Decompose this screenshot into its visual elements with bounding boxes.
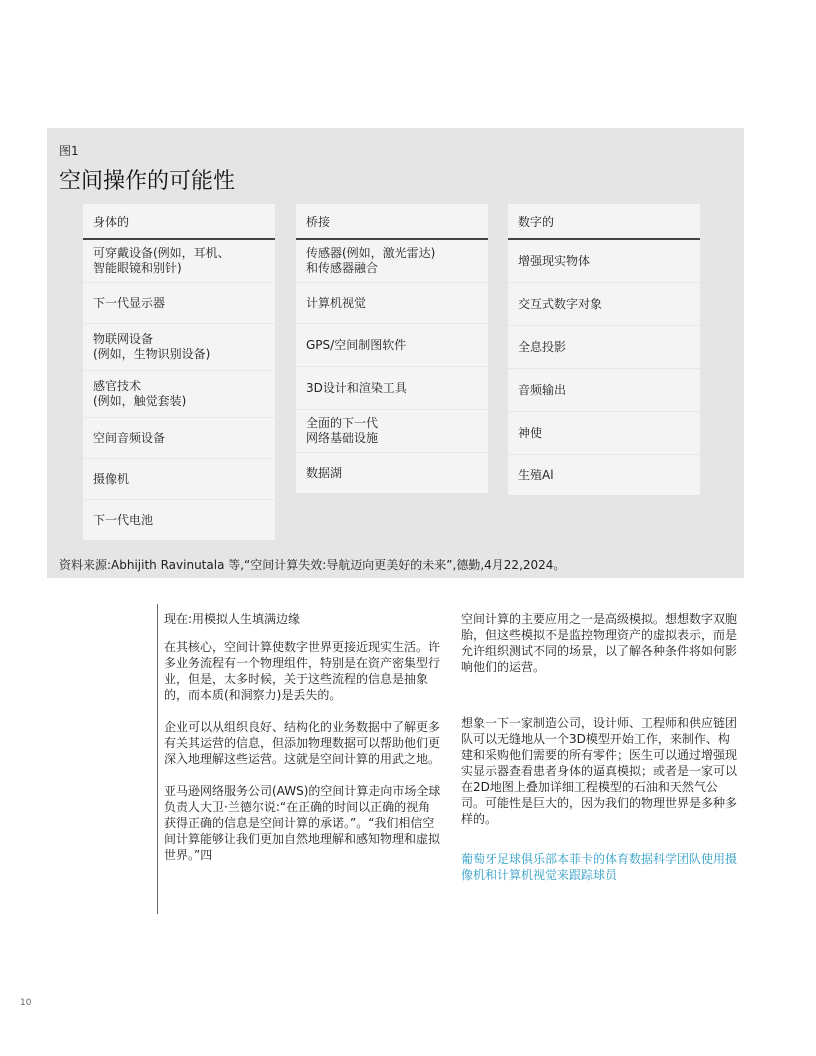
column-header: 身体的 (83, 204, 275, 240)
column-item: 摄像机 (83, 459, 275, 500)
column-item: 增强现实物体 (508, 240, 700, 283)
column-item: GPS/空间制图软件 (296, 324, 488, 367)
paragraph: 空间计算的主要应用之一是高级模拟。想想数字双胞胎，但这些模拟不是监控物理资产的虚拟表示，而是允许组织测试不同的场景，以了解各种条件将如何影响他们的运营。 (461, 612, 738, 674)
left-text-column (164, 611, 442, 879)
paragraph: 企业可以从组织良好、结构化的业务数据中了解更多有关其运营的信息，但添加物理数据可以帮助他们更深入地理解这些运营。这就是空间计算的用武之地。 (164, 720, 441, 766)
figure-source: 资料来源:Abhijith Ravinutala 等,“空间计算失效:导航迈向更美好的未来”,德勤,4月22,2024。 (59, 558, 566, 572)
column-item: 神使 (508, 412, 700, 455)
column-item: 全息投影 (508, 326, 700, 369)
column-item: 3D设计和渲染工具 (296, 367, 488, 410)
column-item: 传感器(例如，激光雷达) 和传感器融合 (296, 240, 488, 283)
column-item: 生殖Al (518, 467, 554, 482)
column-bridging (296, 204, 488, 493)
related-article-link[interactable]: 葡萄牙足球俱乐部本菲卡的体育数据科学团队使用摄像机和计算机视觉来跟踪球员 (461, 852, 738, 882)
column-item: 全面的下一代 网络基础设施 (296, 410, 488, 453)
column-item: 可穿戴设备(例如，耳机、 智能眼镜和别针) (83, 240, 275, 283)
figure-panel (47, 128, 744, 578)
figure-label: 图1 (59, 144, 79, 158)
column-item: 音频输出 (508, 369, 700, 412)
paragraph: 想象一下一家制造公司，设计师、工程师和供应链团队可以无缝地从一个3D模型开始工作，来制作、构建和采购他们需要的所有零件；医生可以通过增强现实显示器查看患者身体的逼真模拟；或者是一家可以在2D地图上叠加详细工程模型的石油和天然气公司。可能性是巨大的，因为我们的物理世界是多种多样的。 (461, 716, 738, 826)
column-item: 交互式数字对象 (508, 283, 700, 326)
column-item: 下一代电池 (93, 512, 154, 527)
right-text-column (461, 611, 741, 899)
paragraph: 在其核心，空间计算使数字世界更接近现实生活。许多业务流程有一个物理组件，特别是在资产密集型行业，但是，太多时候，关于这些流程的信息是抽象的，而本质(和洞察力)是丢失的。 (164, 640, 441, 702)
figure-title: 空间操作的可能性 (59, 169, 236, 194)
column-digital (508, 204, 700, 495)
column-physical (83, 204, 275, 540)
column-item: 空间音频设备 (83, 418, 275, 459)
column-header: 数字的 (508, 204, 700, 240)
column-item: 感官技术 (例如，触觉套装) (83, 371, 275, 418)
page-number: 10 (20, 998, 32, 1008)
column-item: 计算机视觉 (296, 283, 488, 324)
column-divider (157, 604, 158, 914)
paragraph: 亚马逊网络服务公司(AWS)的空间计算走向市场全球负责人大卫·兰德尔说:“在正确的时间以正确的视角获得正确的信息是空间计算的承诺。”。“我们相信空间计算能够让我们更加自然地理解和感知物理和虚拟世界。”四 (164, 784, 441, 862)
column-item: 物联网设备 (例如，生物识别设备) (83, 324, 275, 371)
column-item: 数据湖 (306, 465, 343, 480)
column-header: 桥接 (296, 204, 488, 240)
column-item: 下一代显示器 (83, 283, 275, 324)
section-heading: 现在:用模拟人生填满边缘 (164, 612, 301, 626)
